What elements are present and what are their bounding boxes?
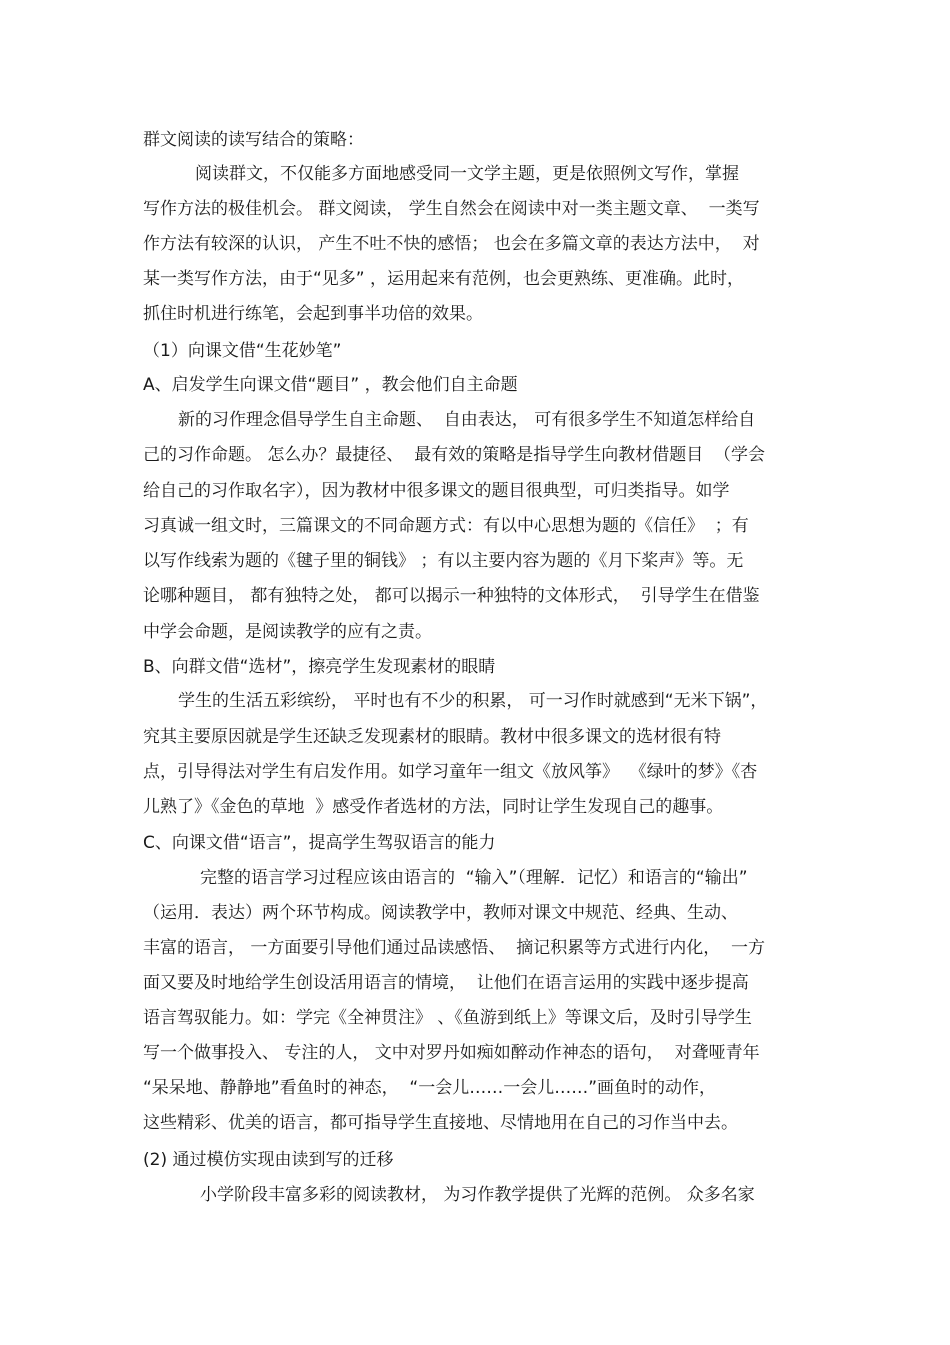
- paragraph-line: 点，引导得法对学生有启发作用。如学习童年一组文《放风筝》 《绿叶的梦》《杏: [143, 762, 758, 782]
- paragraph-line: 某一类写作方法，由于“见多” ，运用起来有范例，也会更熟练、更准确。此时，: [143, 269, 745, 289]
- paragraph-line: 论哪种题目， 都有独特之处， 都可以揭示一种独特的文体形式， 引导学生在借鉴: [143, 586, 760, 606]
- paragraph-line: 学生的生活五彩缤纷， 平时也有不少的积累， 可一习作时就感到“无米下锅”，: [178, 691, 768, 711]
- paragraph-line: 究其主要原因就是学生还缺乏发现素材的眼睛。教材中很多课文的选材很有特: [143, 727, 721, 747]
- subheading: B、向群文借“选材”，擦亮学生发现素材的眼睛: [143, 657, 496, 677]
- paragraph-line: 抓住时机进行练笔，会起到事半功倍的效果。: [143, 304, 483, 324]
- paragraph-line: 给自己的习作取名字），因为教材中很多课文的题目很典型，可归类指导。如学: [143, 481, 730, 501]
- paragraph-line: 阅读群文，不仅能多方面地感受同一文学主题，更是依照例文写作，掌握: [195, 164, 739, 184]
- paragraph-line: 这些精彩、优美的语言，都可指导学生直接地、尽情地用在自己的习作当中去。: [143, 1113, 738, 1133]
- paragraph-line: “呆呆地、静静地”看鱼时的神态， “一会儿……一会儿……”画鱼时的动作，: [143, 1078, 717, 1098]
- paragraph-line: 写一个做事投入、 专注的人， 文中对罗丹如痴如醉动作神态的语句， 对聋哑青年: [143, 1043, 760, 1063]
- paragraph-line: 丰富的语言， 一方面要引导他们通过品读感悟、 摘记积累等方式进行内化， 一方: [143, 938, 766, 958]
- paragraph-line: 习真诚一组文时，三篇课文的不同命题方式：有以中心思想为题的《信任》 ；有: [143, 516, 749, 536]
- subheading: C、向课文借“语言”，提高学生驾驭语言的能力: [143, 833, 496, 853]
- paragraph-line: 作方法有较深的认识， 产生不吐不快的感悟； 也会在多篇文章的表达方法中， 对: [143, 234, 760, 254]
- subheading: (2) 通过模仿实现由读到写的迁移: [143, 1150, 394, 1170]
- paragraph-line: 中学会命题，是阅读教学的应有之责。: [143, 622, 432, 642]
- section-heading: 群文阅读的读写结合的策略：: [143, 130, 364, 150]
- paragraph-line: 新的习作理念倡导学生自主命题、 自由表达， 可有很多学生不知道怎样给自: [178, 410, 756, 430]
- paragraph-line: 以写作线索为题的《毽子里的铜钱》 ；有以主要内容为题的《月下桨声》等。无: [143, 551, 744, 571]
- subheading: （1）向课文借“生花妙笔”: [143, 341, 342, 361]
- paragraph-line: 语言驾驭能力。如：学完《全神贯注》 、《鱼游到纸上》等课文后，及时引导学生: [143, 1008, 752, 1028]
- paragraph-line: 己的习作命题。 怎么办？最捷径、 最有效的策略是指导学生向教材借题目 （学会: [143, 445, 766, 465]
- paragraph-line: 儿熟了》《金色的草地 》感受作者选材的方法，同时让学生发现自己的趣事。: [143, 797, 724, 817]
- paragraph-line: 小学阶段丰富多彩的阅读教材， 为习作教学提供了光辉的范例。 众多名家: [200, 1185, 755, 1205]
- paragraph-line: 面又要及时地给学生创设活用语言的情境， 让他们在语言运用的实践中逐步提高: [143, 973, 749, 993]
- paragraph-line: 写作方法的极佳机会。 群文阅读， 学生自然会在阅读中对一类主题文章、 一类写: [143, 199, 760, 219]
- subheading: A、启发学生向课文借“题目” ，教会他们自主命题: [143, 375, 518, 395]
- paragraph-line: （运用．表达）两个环节构成。阅读教学中，教师对课文中规范、经典、生动、: [143, 903, 738, 923]
- paragraph-line: 完整的语言学习过程应该由语言的 “输入”（理解．记忆）和语言的“输出”: [200, 868, 748, 888]
